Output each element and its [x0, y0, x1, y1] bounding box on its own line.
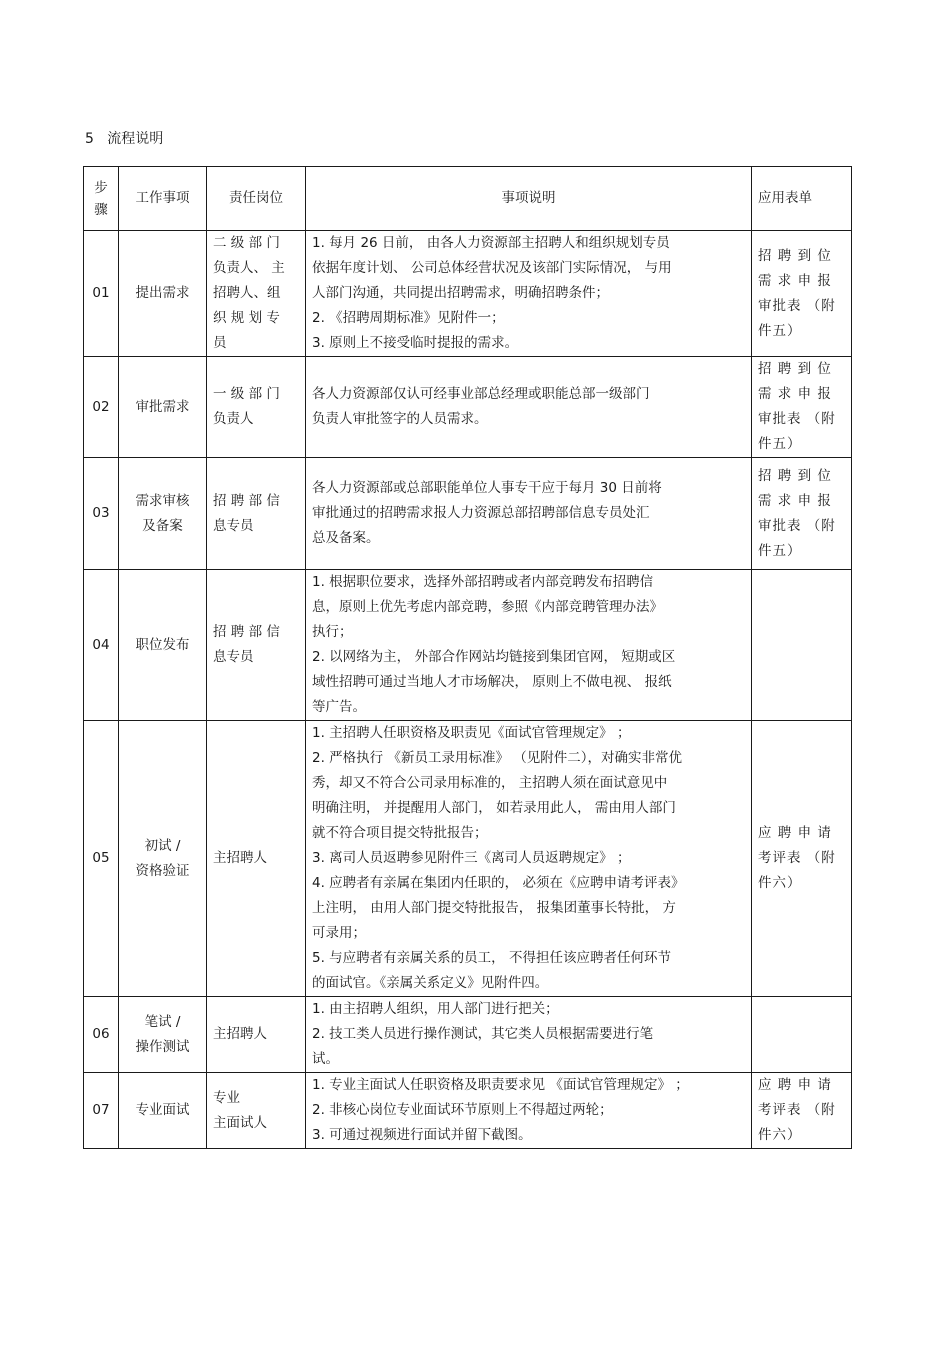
step-cell: 02 — [84, 357, 119, 458]
table-row — [84, 1073, 852, 1149]
description-line: 就不符合项目提交特批报告； — [312, 825, 488, 841]
work-item-cell — [119, 458, 207, 570]
work-item-cell — [119, 231, 207, 357]
header-item: 工作事项 — [119, 167, 207, 231]
section-title: 5 流程说明 — [85, 131, 164, 147]
form-cell — [752, 721, 852, 997]
form-line: 需 求 申 报 — [758, 386, 832, 402]
step-cell: 04 — [84, 570, 119, 721]
form-line: 应 聘 申 请 — [758, 1077, 832, 1093]
description-line: 等广告。 — [312, 699, 366, 715]
header-form: 应用表单 — [752, 167, 852, 231]
description-line: 负责人审批签字的人员需求。 — [312, 411, 488, 427]
description-line: 执行； — [312, 624, 353, 640]
description-line: 依据年度计划、 公司总体经营状况及该部门实际情况， 与用 — [312, 260, 672, 276]
description-line: 5. 与应聘者有亲属关系的员工， 不得担任该应聘者任何环节 — [312, 950, 671, 966]
table-row — [84, 458, 852, 570]
form-line: 需 求 申 报 — [758, 492, 832, 509]
work-item-line: 笔试 / — [144, 1013, 181, 1030]
responsible-role-cell — [207, 357, 306, 458]
description-line: 息，原则上优先考虑内部竞聘，参照《内部竞聘管理办法》 — [312, 599, 663, 615]
work-item-line: 需求审核 — [135, 492, 190, 509]
form-line: 件五） — [758, 322, 802, 339]
description-line: 审批通过的招聘需求报人力资源总部招聘部信息专员处汇 — [312, 505, 650, 521]
description-cell — [306, 721, 752, 997]
description-line: 1. 每月 26 日前， 由各人力资源部主招聘人和组织规划专员 — [312, 235, 670, 251]
description-line: 各人力资源部仅认可经事业部总经理或职能总部一级部门 — [312, 386, 650, 402]
role-line: 招 聘 部 信 — [213, 492, 280, 509]
description-cell — [306, 357, 752, 458]
form-line: 考评表 （附 — [758, 1102, 836, 1118]
description-line: 2. 以网络为主， 外部合作网站均链接到集团官网， 短期或区 — [312, 649, 676, 665]
form-cell — [752, 1073, 852, 1149]
description-line: 3. 原则上不接受临时提报的需求。 — [312, 335, 519, 351]
step-cell: 05 — [84, 721, 119, 997]
step-cell: 06 — [84, 997, 119, 1073]
work-item-line: 操作测试 — [135, 1038, 190, 1055]
table-row — [84, 570, 852, 721]
description-line: 人部门沟通，共同提出招聘需求，明确招聘条件； — [312, 285, 609, 301]
work-item-cell — [119, 570, 207, 721]
step-cell: 07 — [84, 1073, 119, 1149]
description-line: 1. 根据职位要求，选择外部招聘或者内部竞聘发布招聘信 — [312, 574, 654, 590]
process-table — [83, 166, 852, 1149]
responsible-role-cell — [207, 458, 306, 570]
form-cell — [752, 997, 852, 1073]
role-line: 负责人 — [213, 411, 254, 427]
responsible-role-cell — [207, 570, 306, 721]
work-item-line: 提出需求 — [135, 285, 190, 301]
step-cell: 03 — [84, 458, 119, 570]
description-cell — [306, 458, 752, 570]
responsible-role-cell — [207, 721, 306, 997]
role-line: 息专员 — [213, 649, 254, 665]
description-line: 2. 《招聘周期标准》见附件一； — [312, 310, 505, 326]
form-line: 件五） — [758, 542, 802, 559]
role-line: 主面试人 — [213, 1114, 267, 1131]
description-line: 1. 主招聘人任职资格及职责见《面试官管理规定》 ； — [312, 725, 631, 741]
responsible-role-cell — [207, 231, 306, 357]
description-line: 秀，却又不符合公司录用标准的， 主招聘人须在面试意见中 — [312, 775, 668, 791]
role-line: 一 级 部 门 — [213, 386, 280, 402]
form-line: 件六） — [758, 1127, 802, 1143]
form-line: 招 聘 到 位 — [758, 247, 832, 264]
form-cell — [752, 458, 852, 570]
form-line: 件五） — [758, 436, 802, 452]
form-cell — [752, 231, 852, 357]
description-cell — [306, 231, 752, 357]
form-line: 需 求 申 报 — [758, 272, 832, 289]
description-line: 4. 应聘者有亲属在集团内任职的， 必须在《应聘申请考评表》 — [312, 875, 685, 891]
work-item-line: 及备案 — [142, 517, 183, 534]
description-line: 3. 离司人员返聘参见附件三《离司人员返聘规定》 ； — [312, 850, 631, 866]
work-item-line: 职位发布 — [135, 636, 190, 653]
table-header-row — [84, 167, 852, 231]
role-line: 招聘人、组 — [213, 285, 281, 301]
role-line: 主招聘人 — [213, 850, 267, 866]
description-line: 的面试官。《亲属关系定义》见附件四。 — [312, 975, 549, 991]
description-line: 各人力资源部或总部职能单位人事专干应于每月 30 日前将 — [312, 480, 662, 496]
description-line: 2. 非核心岗位专业面试环节原则上不得超过两轮； — [312, 1102, 613, 1118]
description-cell — [306, 570, 752, 721]
description-cell — [306, 997, 752, 1073]
form-line: 应 聘 申 请 — [758, 825, 832, 841]
role-line: 息专员 — [213, 517, 254, 534]
description-line: 2. 严格执行 《新员工录用标准》 （见附件二），对确实非常优 — [312, 750, 683, 766]
description-line: 上注明， 由用人部门提交特批报告， 报集团董事长特批， 方 — [312, 900, 676, 916]
role-line: 专业 — [213, 1089, 240, 1106]
description-line: 明确注明， 并提醒用人部门， 如若录用此人， 需由用人部门 — [312, 800, 676, 816]
role-line: 织 规 划 专 — [213, 310, 280, 326]
table-row — [84, 721, 852, 997]
form-line: 招 聘 到 位 — [758, 361, 832, 377]
work-item-cell — [119, 357, 207, 458]
description-line: 1. 由主招聘人组织，用人部门进行把关； — [312, 1001, 559, 1017]
table-row — [84, 231, 852, 357]
header-desc: 事项说明 — [306, 167, 752, 231]
table-row — [84, 357, 852, 458]
description-line: 总及备案。 — [312, 530, 380, 546]
description-line: 可录用； — [312, 925, 366, 941]
work-item-cell — [119, 721, 207, 997]
form-line: 审批表 （附 — [758, 517, 836, 534]
work-item-line: 审批需求 — [135, 398, 190, 415]
role-line: 负责人、 主 — [213, 260, 285, 276]
work-item-line: 资格验证 — [135, 862, 190, 879]
role-line: 二 级 部 门 — [213, 235, 280, 251]
form-line: 件六） — [758, 875, 802, 891]
description-line: 3. 可通过视频进行面试并留下截图。 — [312, 1127, 532, 1143]
header-step: 步 骤 — [84, 167, 119, 231]
description-line: 试。 — [312, 1051, 339, 1067]
description-line: 2. 技工类人员进行操作测试，其它类人员根据需要进行笔 — [312, 1026, 654, 1042]
work-item-line: 专业面试 — [135, 1102, 190, 1118]
work-item-cell — [119, 1073, 207, 1149]
responsible-role-cell — [207, 1073, 306, 1149]
header-role: 责任岗位 — [207, 167, 306, 231]
description-line: 1. 专业主面试人任职资格及职责要求见 《面试官管理规定》 ； — [312, 1077, 689, 1093]
form-cell — [752, 357, 852, 458]
role-line: 招 聘 部 信 — [213, 624, 280, 640]
work-item-cell — [119, 997, 207, 1073]
work-item-line: 初试 / — [144, 837, 181, 854]
form-line: 审批表 （附 — [758, 411, 836, 427]
form-cell — [752, 570, 852, 721]
step-cell: 01 — [84, 231, 119, 357]
form-line: 审批表 （附 — [758, 297, 836, 314]
responsible-role-cell — [207, 997, 306, 1073]
role-line: 员 — [213, 335, 227, 351]
role-line: 主招聘人 — [213, 1026, 267, 1042]
form-line: 考评表 （附 — [758, 850, 836, 866]
description-cell — [306, 1073, 752, 1149]
form-line: 招 聘 到 位 — [758, 467, 832, 484]
table-row — [84, 997, 852, 1073]
description-line: 域性招聘可通过当地人才市场解决， 原则上不做电视、 报纸 — [312, 674, 672, 690]
